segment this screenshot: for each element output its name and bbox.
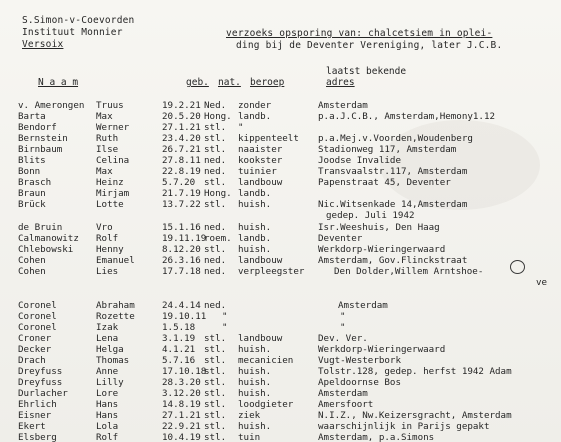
cell-surname: Decker: [18, 344, 52, 355]
cell-given: Henny: [96, 244, 124, 255]
cell-born: 26.7.21: [162, 144, 201, 155]
cell-given: Heinz: [96, 177, 124, 188]
table-row: [0, 311, 561, 322]
table-row: [0, 266, 561, 277]
cell-given: Truus: [96, 100, 124, 111]
cell-given: Celina: [96, 155, 130, 166]
cell-nat: ned.: [204, 222, 227, 233]
cell-born: 17.7.18: [162, 266, 201, 277]
cell-born: 10.4.19: [162, 432, 201, 442]
sender-institute: Instituut Monnier: [22, 27, 123, 38]
cell-occ: landbouw: [238, 333, 283, 344]
cell-given: Lilly: [96, 377, 124, 388]
cell-born: 21.7.19: [162, 188, 201, 199]
cell-occ: huish.: [238, 388, 272, 399]
cell-given: Emanuel: [96, 255, 135, 266]
cell-occ: huish.: [238, 222, 272, 233]
cell-surname: Dreyfuss: [18, 377, 63, 388]
cell-addr: Deventer: [318, 233, 363, 244]
cell-nat: stl.: [204, 144, 227, 155]
cell-occ: huish.: [238, 199, 272, 210]
table-row: [0, 388, 561, 399]
cell-addr: Werkdorp-Wieringerwaard: [318, 244, 446, 255]
cell-given: Helga: [96, 344, 124, 355]
cell-occ: huish.: [238, 421, 272, 432]
cell-nat: stl.: [204, 432, 227, 442]
cell-given: Max: [96, 166, 113, 177]
cell-nat: ned.: [204, 300, 227, 311]
cell-surname: Eisner: [18, 410, 52, 421]
cell-born: 4.1.21: [162, 344, 196, 355]
table-row: [0, 233, 561, 244]
cell-born: 14.8.19: [162, 399, 201, 410]
cell-nat: Hong.: [204, 188, 232, 199]
cell-addr: Nic.Witsenkade 14,Amsterdam: [318, 199, 468, 210]
cell-addr: Werkdorp-Wieringerwaard: [318, 344, 446, 355]
cell-nat: ned.: [204, 155, 227, 166]
table-row: [0, 366, 561, 377]
cell-nat: stl.: [204, 333, 227, 344]
cell-nat: ned.: [204, 266, 227, 277]
cell-nat: stl.: [204, 388, 227, 399]
table-row: [0, 177, 561, 188]
table-row: [0, 421, 561, 432]
cell-addr: Dev. Ver.: [318, 333, 368, 344]
handwritten-circle-mark: [510, 260, 525, 274]
cell-nat: stl.: [204, 355, 227, 366]
cell-born: 24.4.14: [162, 300, 201, 311]
cell-born: 5.7.16: [162, 355, 196, 366]
table-row: [0, 222, 561, 233]
cell-surname: Coronel: [18, 311, 57, 322]
cell-occ: huish.: [238, 244, 272, 255]
cell-occ: huish.: [238, 366, 272, 377]
cell-surname: Croner: [18, 333, 52, 344]
table-row: [0, 277, 561, 288]
cell-occ: kookster: [238, 155, 283, 166]
table-row: [0, 166, 561, 177]
cell-occ: zonder: [238, 100, 272, 111]
cell-given: Werner: [96, 122, 130, 133]
cell-addr: Amsterdam, Gov.Flinckstraat: [318, 255, 468, 266]
cell-given: Vro: [96, 222, 113, 233]
cell-born: 28.3.20: [162, 377, 201, 388]
cell-given: Lena: [96, 333, 119, 344]
cell-nat: ": [222, 311, 228, 322]
cell-addr: ": [340, 322, 346, 333]
table-row: [0, 344, 561, 355]
cell-given: Rolf: [96, 233, 119, 244]
cell-born: 22.8.19: [162, 166, 201, 177]
cell-nat: Ned.: [204, 100, 227, 111]
cell-born: 13.7.22: [162, 199, 201, 210]
cell-nat: ": [222, 322, 228, 333]
cell-given: Lola: [96, 421, 119, 432]
cell-given: Hans: [96, 410, 119, 421]
cell-surname: de Bruin: [18, 222, 63, 233]
table-row: [0, 244, 561, 255]
cell-given: Ilse: [96, 144, 119, 155]
table-row: [0, 111, 561, 122]
cell-surname: Brück: [18, 199, 46, 210]
column-header-beroep: beroep: [250, 77, 285, 88]
cell-given: Mirjam: [96, 188, 130, 199]
cell-given: Rolf: [96, 432, 119, 442]
table-row: [0, 377, 561, 388]
cell-nat: stl.: [204, 410, 227, 421]
cell-born: 8.12.20: [162, 244, 201, 255]
cell-born: 3.1.19: [162, 333, 196, 344]
cell-occ: mecanicien: [238, 355, 294, 366]
cell-nat: stl.: [204, 421, 227, 432]
cell-born: 26.3.16: [162, 255, 201, 266]
cell-occ: tuin: [238, 432, 261, 442]
cell-addr: p.a.J.C.B., Amsterdam,Hemony1.12: [318, 111, 496, 122]
cell-surname: Coronel: [18, 322, 57, 333]
cell-nat: roem.: [204, 233, 232, 244]
cell-addr: Stadionweg 117, Amsterdam: [318, 144, 457, 155]
cell-addr: Amersfoort: [318, 399, 374, 410]
table-row: [0, 322, 561, 333]
cell-surname: Elsberg: [18, 432, 57, 442]
cell-occ: landb.: [238, 111, 272, 122]
cell-given: Anne: [96, 366, 119, 377]
column-header-geb: geb.: [186, 77, 209, 88]
cell-occ: ": [238, 122, 244, 133]
column-header-naam: N a a m: [38, 77, 79, 88]
cell-born: 19.2.21: [162, 100, 201, 111]
table-row: [0, 432, 561, 442]
cell-given: Abraham: [96, 300, 135, 311]
cell-occ: landb.: [238, 188, 272, 199]
cell-addr: Apeldoornse Bos: [318, 377, 401, 388]
cell-nat: stl.: [204, 133, 227, 144]
table-row: [0, 355, 561, 366]
cell-surname: Coronel: [18, 300, 57, 311]
cell-occ: landbouw: [238, 177, 283, 188]
table-row: [0, 100, 561, 111]
table-row: [0, 122, 561, 133]
cell-occ: ziek: [238, 410, 261, 421]
sender-location: Versoix: [22, 39, 64, 50]
table-row: [0, 333, 561, 344]
cell-surname: Calmanowitz: [18, 233, 79, 244]
cell-surname: Bernstein: [18, 133, 68, 144]
cell-born: 5.7.20: [162, 177, 196, 188]
cell-addr: Papenstraat 45, Deventer: [318, 177, 451, 188]
column-header-laatst-bekende: laatst bekende: [326, 66, 407, 77]
cell-surname: Drach: [18, 355, 46, 366]
cell-addr: Isr.Weeshuis, Den Haag: [318, 222, 440, 233]
cell-addr: Den Dolder,Willem Arntshoe-: [334, 266, 484, 277]
cell-occ: loodgieter: [238, 399, 294, 410]
cell-addr: Amsterdam: [318, 100, 368, 111]
cell-surname: Durlacher: [18, 388, 68, 399]
cell-nat: stl.: [204, 244, 227, 255]
cell-born: 17.10.18: [162, 366, 207, 377]
request-title-line2: ding bij de Deventer Vereniging, later J.C.B.: [236, 40, 503, 51]
cell-born: 19.10.11: [162, 311, 207, 322]
cell-addr: N.I.Z., Nw.Keizersgracht, Amsterdam: [318, 410, 512, 421]
cell-nat: stl.: [204, 122, 227, 133]
cell-addr: ve: [536, 277, 548, 288]
cell-surname: v. Amerongen: [18, 100, 85, 111]
cell-addr: Amsterdam: [318, 388, 368, 399]
cell-surname: Bendorf: [18, 122, 57, 133]
cell-surname: Braun: [18, 188, 46, 199]
cell-addr: Tolstr.128, gedep. herfst 1942 Adam: [318, 366, 512, 377]
cell-occ: landb.: [238, 233, 272, 244]
cell-addr: waarschijnlijk in Parijs gepakt: [318, 421, 490, 432]
cell-nat: stl.: [204, 366, 227, 377]
column-header-adres: adres: [326, 77, 355, 88]
cell-surname: Brasch: [18, 177, 52, 188]
cell-addr: Vugt-Westerbork: [318, 355, 401, 366]
cell-given: Rozette: [96, 311, 135, 322]
request-title-line1: verzoeks opsporing van: chalcetsiem in oplei-: [226, 28, 493, 39]
table-row: [0, 144, 561, 155]
cell-occ: verpleegster: [238, 266, 305, 277]
cell-given: Izak: [96, 322, 119, 333]
cell-given: Max: [96, 111, 113, 122]
cell-given: Lies: [96, 266, 119, 277]
cell-addr: gedep. Juli 1942: [326, 210, 415, 221]
cell-surname: Chlebowski: [18, 244, 74, 255]
cell-born: 27.1.21: [162, 122, 201, 133]
cell-surname: Bonn: [18, 166, 41, 177]
cell-surname: Birnbaum: [18, 144, 63, 155]
cell-surname: Cohen: [18, 266, 46, 277]
table-row: [0, 133, 561, 144]
cell-addr: Transvaalstr.117, Amsterdam: [318, 166, 468, 177]
cell-born: 23.4.20: [162, 133, 201, 144]
cell-given: Hans: [96, 399, 119, 410]
cell-addr: Amsterdam: [338, 300, 388, 311]
table-row: [0, 199, 561, 210]
cell-surname: Barta: [18, 111, 46, 122]
cell-addr: Joodse Invalide: [318, 155, 401, 166]
table-row: [0, 255, 561, 266]
cell-surname: Ehrlich: [18, 399, 57, 410]
cell-given: Lore: [96, 388, 119, 399]
cell-occ: huish.: [238, 344, 272, 355]
cell-surname: Ekert: [18, 421, 46, 432]
cell-born: 22.9.21: [162, 421, 201, 432]
cell-surname: Dreyfuss: [18, 366, 63, 377]
cell-born: 1.5.18: [162, 322, 196, 333]
cell-nat: stl.: [204, 344, 227, 355]
cell-nat: ned.: [204, 255, 227, 266]
cell-born: 19.11.19: [162, 233, 207, 244]
cell-nat: stl.: [204, 377, 227, 388]
cell-addr: ": [340, 311, 346, 322]
cell-occ: tuinier: [238, 166, 277, 177]
cell-occ: naaister: [238, 144, 283, 155]
table-row: [0, 155, 561, 166]
sender-name: S.Simon-v-Coevorden: [22, 15, 135, 26]
cell-born: 3.12.20: [162, 388, 201, 399]
cell-born: 20.5.20: [162, 111, 201, 122]
cell-nat: stl.: [204, 177, 227, 188]
cell-nat: stl.: [204, 199, 227, 210]
cell-given: Ruth: [96, 133, 119, 144]
table-row: [0, 399, 561, 410]
cell-born: 27.1.21: [162, 410, 201, 421]
cell-occ: landbouw: [238, 255, 283, 266]
cell-born: 27.8.11: [162, 155, 201, 166]
cell-born: 15.1.16: [162, 222, 201, 233]
cell-surname: Cohen: [18, 255, 46, 266]
cell-occ: kippenteelt: [238, 133, 299, 144]
cell-nat: Hong.: [204, 111, 232, 122]
cell-addr: Amsterdam, p.a.Simons: [318, 432, 435, 442]
table-row: [0, 300, 561, 311]
cell-nat: stl.: [204, 399, 227, 410]
cell-occ: huish.: [238, 377, 272, 388]
table-row: [0, 410, 561, 421]
cell-given: Thomas: [96, 355, 130, 366]
cell-nat: ned.: [204, 166, 227, 177]
cell-addr: p.a.Mej.v.Voorden,Woudenberg: [318, 133, 473, 144]
column-header-nat: nat.: [218, 77, 241, 88]
table-row: [0, 210, 561, 221]
cell-surname: Blits: [18, 155, 46, 166]
cell-given: Lotte: [96, 199, 124, 210]
table-row: [0, 188, 561, 199]
